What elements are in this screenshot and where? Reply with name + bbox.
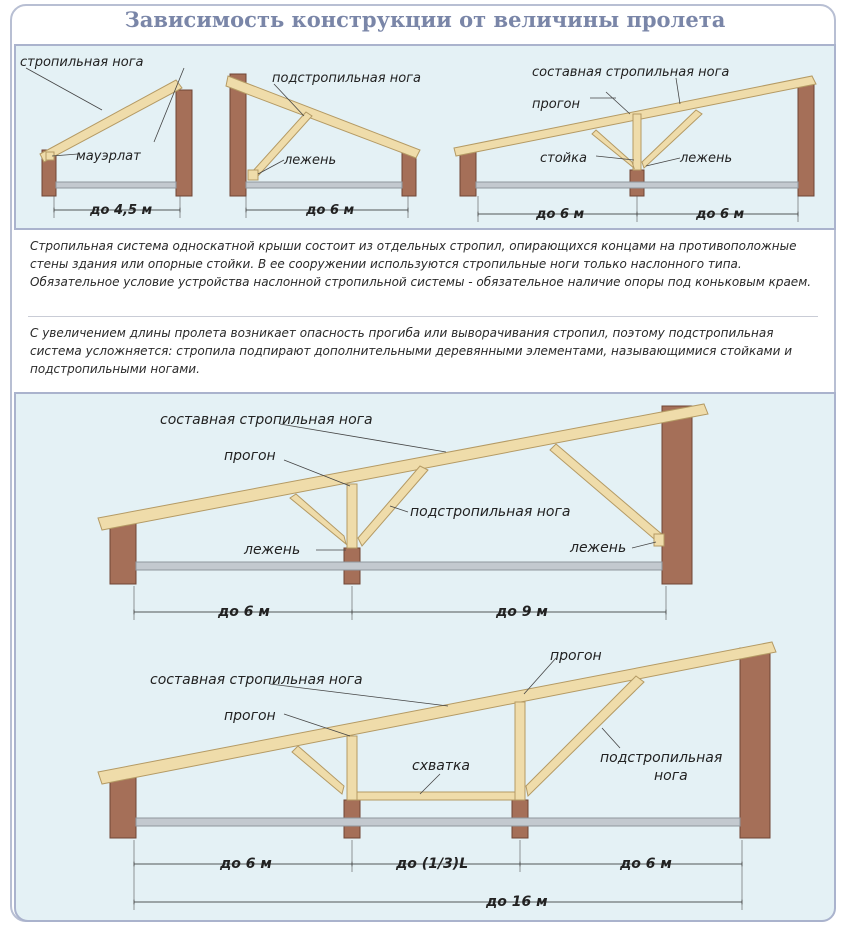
label-strut-line1: подстропильная: [600, 750, 723, 766]
dim-right-label: до 6 м: [620, 856, 672, 872]
diagram-span-9m: [98, 404, 708, 620]
left-wall: [460, 150, 476, 196]
label-mauerlat: мауэрлат: [76, 149, 141, 164]
diagram-shed-simple: [20, 55, 192, 218]
label-rafter: стропильная нога: [20, 55, 144, 70]
left-wall: [110, 774, 136, 838]
dim-right-label: до 6 м: [696, 207, 745, 222]
bottom-diagrams-svg: [16, 394, 838, 924]
tie-beam: [357, 792, 515, 800]
label-lezhen-left: лежень: [244, 542, 301, 558]
description-paragraph-2: С увеличением длины пролета возникает опасность прогиба или выворачивания стропил, поэтому подстропильная система усложняется: стропила подпирают дополнительными деревянными элементами, называющимися стойками и подстропильными ногами.: [30, 326, 793, 376]
dim-label: до 4,5 м: [90, 203, 153, 218]
dim-left-label: до 6 м: [218, 604, 270, 620]
floor-beam: [246, 182, 402, 188]
strut-left: [290, 494, 346, 544]
dim-total-label: до 16 м: [486, 894, 548, 910]
label-rafter: составная стропильная нога: [150, 672, 363, 688]
strut-left: [292, 746, 344, 794]
label-rafter: составная стропильная нога: [160, 412, 373, 428]
dim-label: до 6 м: [306, 203, 355, 218]
bottom-diagrams-panel: [14, 392, 836, 922]
label-purlin: прогон: [532, 97, 580, 112]
label-purlin-right: прогон: [550, 648, 602, 664]
floor-beam: [56, 182, 176, 188]
divider: [28, 316, 818, 317]
floor-beam: [476, 182, 798, 188]
strut-left: [592, 130, 634, 168]
label-rafter: составная стропильная нога: [532, 65, 730, 80]
post: [347, 484, 357, 548]
floor-beam: [136, 818, 740, 826]
label-purlin-left: прогон: [224, 708, 276, 724]
label-strut-line2: нога: [654, 768, 688, 784]
lezhen-right: [654, 534, 664, 546]
right-wall: [798, 82, 814, 196]
diagram-shed-post: [454, 65, 816, 222]
description-paragraph-1: Стропильная система односкатной крыши состоит из отдельных стропил, опирающихся концами на противоположные стены здания или опорные стойки. В ее сооружении используются стропильные ноги только наслонного типа. Обязательное условие устройства наслонной стропильной системы - обязательное наличие опоры под коньковым краем.: [30, 239, 812, 289]
dim-left-label: до 6 м: [220, 856, 272, 872]
label-post: стойка: [540, 151, 587, 166]
diagram-span-16m: [98, 642, 776, 910]
label-tie: схватка: [412, 758, 471, 774]
label-strut: подстропильная нога: [272, 71, 421, 86]
floor-beam: [136, 562, 662, 570]
rafter: [226, 76, 420, 158]
label-lezhen-right: лежень: [570, 540, 627, 556]
right-wall: [176, 90, 192, 196]
lezhen: [248, 170, 258, 180]
dim-right-label: до 9 м: [496, 604, 548, 620]
label-purlin: прогон: [224, 448, 276, 464]
top-diagrams-svg: [16, 46, 838, 232]
label-lezhen: лежень: [284, 153, 337, 168]
label-lezhen: лежень: [680, 151, 733, 166]
post-left: [347, 736, 357, 800]
post: [633, 114, 641, 170]
page-title: Зависимость конструкции от величины пролета: [124, 7, 726, 32]
dim-left-label: до 6 м: [536, 207, 585, 222]
right-wall: [740, 648, 770, 838]
post-right: [515, 702, 525, 800]
right-wall: [662, 406, 692, 584]
top-diagrams-panel: [14, 44, 836, 230]
dim-mid-label: до (1/3)L: [396, 856, 469, 872]
label-strut: подстропильная нога: [410, 504, 571, 520]
left-wall: [110, 520, 136, 584]
strut-right: [550, 444, 664, 544]
diagram-shed-strut: [226, 71, 421, 218]
